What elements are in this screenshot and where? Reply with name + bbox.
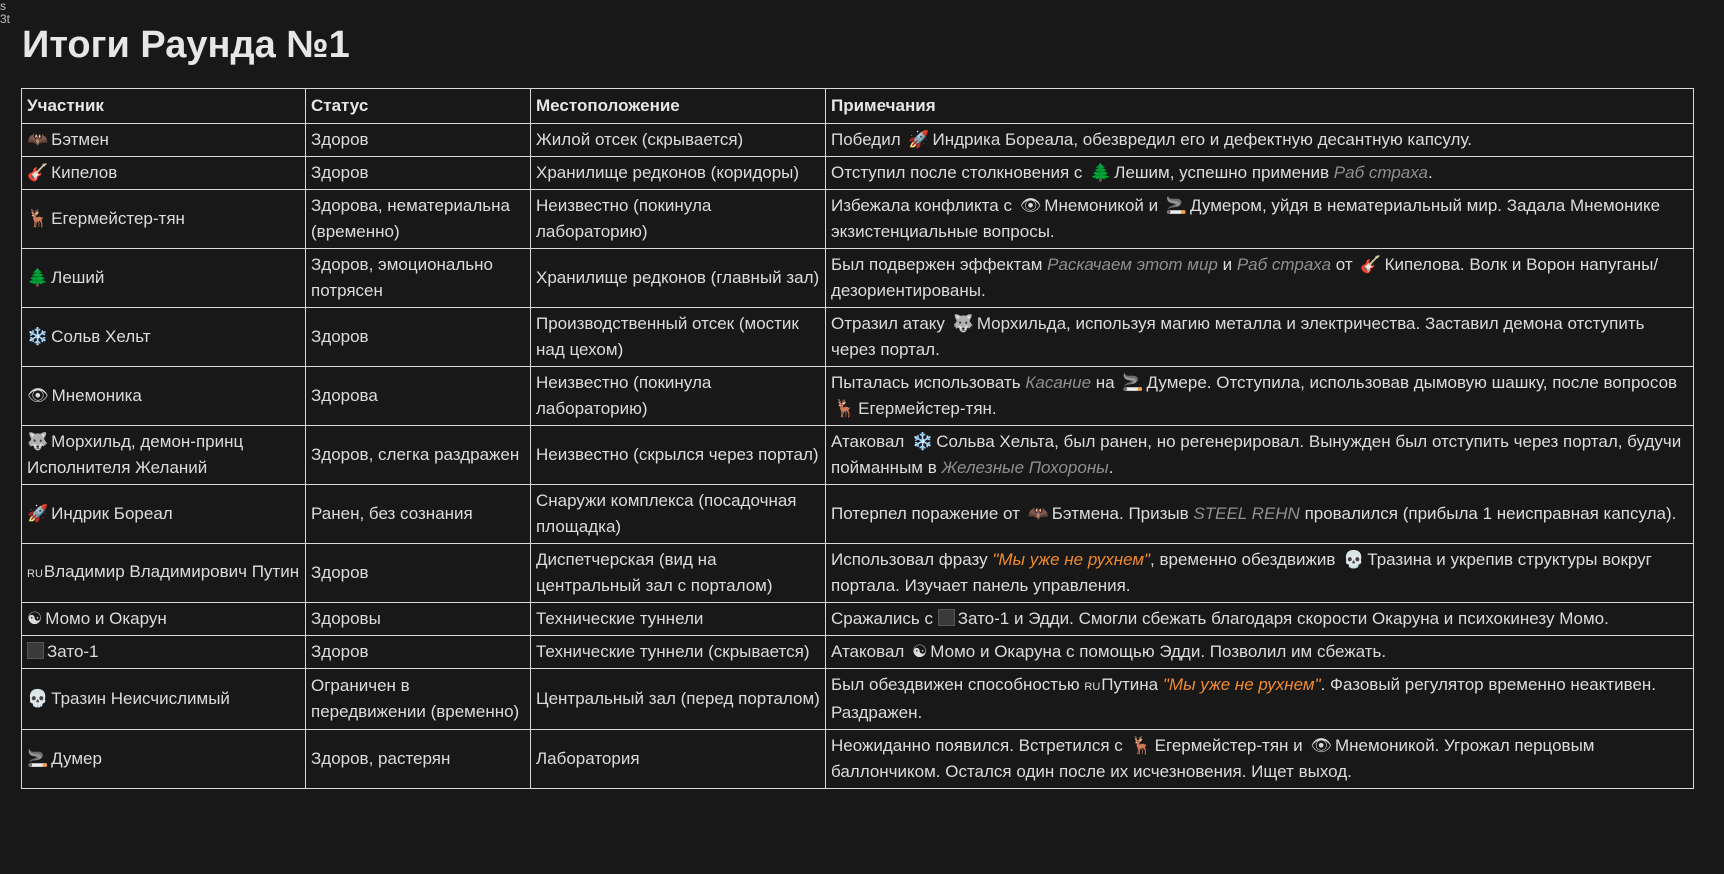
participant-icon: ❄️ <box>27 327 49 346</box>
table-row <box>22 544 1694 603</box>
participant-cell <box>22 544 306 603</box>
quote-text: "Мы уже не рухнем" <box>992 550 1151 569</box>
header-location: Местоположение <box>531 89 826 124</box>
table-row <box>22 485 1694 544</box>
participant-cell <box>22 636 306 669</box>
participant-name: Тразин Неисчислимый <box>51 689 230 708</box>
inline-participant-icon: 💀 <box>1343 550 1365 569</box>
notes-text: Лешим, успешно применив <box>1114 163 1334 182</box>
notes-text: Егермейстер-тян. <box>858 399 997 418</box>
status-cell: Здорова, нематериальна (временно) <box>306 190 531 249</box>
header-participant: Участник <box>22 89 306 124</box>
location-cell: Хранилище редконов (главный зал) <box>531 249 826 308</box>
notes-text: Индрика Бореала, обезвредил его и дефектную десантную капсулу. <box>932 130 1472 149</box>
participant-icon: 🎸 <box>27 163 49 182</box>
inline-participant-icon: 🦇 <box>1027 504 1049 523</box>
notes-cell <box>826 308 1694 367</box>
inline-participant-icon: 🦌 <box>834 399 856 418</box>
notes-cell <box>826 544 1694 603</box>
location-cell: Неизвестно (покинула лабораторию) <box>531 367 826 426</box>
status-cell: Здоров, эмоционально потрясен <box>306 249 531 308</box>
participant-cell <box>22 157 306 190</box>
notes-text: Мнемоникой. Угрожал перцовым баллончиком. Остался один после их исчезновения. Ищет выход. <box>831 736 1595 781</box>
notes-text: Был подвержен эффектам <box>831 255 1048 274</box>
notes-text: Сражались с <box>831 609 938 628</box>
participant-name: Бэтмен <box>51 130 109 149</box>
participant-cell <box>22 426 306 485</box>
participant-cell <box>22 367 306 426</box>
notes-cell <box>826 157 1694 190</box>
status-cell: Здоров, слегка раздражен <box>306 426 531 485</box>
status-cell: Здоровы <box>306 603 531 636</box>
status-cell: Здоров <box>306 308 531 367</box>
inline-participant-icon: 🚬 <box>1122 373 1144 392</box>
participant-icon: 🐺 <box>27 432 49 451</box>
status-cell: Здоров <box>306 157 531 190</box>
notes-text: Путина <box>1101 675 1163 694</box>
status-cell: Здорова <box>306 367 531 426</box>
table-row <box>22 124 1694 157</box>
notes-text: . <box>1428 163 1433 182</box>
inline-participant-icon: 🚀 <box>908 130 930 149</box>
notes-text: провалился (прибыла 1 неисправная капсула). <box>1299 504 1677 523</box>
inline-participant-icon: ☯ <box>912 642 928 661</box>
participant-cell <box>22 669 306 730</box>
participant-cell <box>22 485 306 544</box>
notes-text: Пыталась использовать <box>831 373 1026 392</box>
status-cell: Здоров <box>306 124 531 157</box>
location-cell: Технические туннели (скрывается) <box>531 636 826 669</box>
notes-text: . Фазовый регулятор временно неактивен. Раздражен. <box>831 675 1657 722</box>
inline-participant-icon: 🚬 <box>1165 196 1188 215</box>
participant-icon <box>27 642 44 659</box>
inline-participant-icon: 🌲 <box>1090 163 1112 182</box>
participant-cell <box>22 190 306 249</box>
notes-cell <box>826 603 1694 636</box>
notes-cell <box>826 249 1694 308</box>
participant-icon: 🦌 <box>27 209 49 228</box>
notes-cell <box>826 485 1694 544</box>
notes-text: Думере. Отступила, использовав дымовую шашку, после вопросов <box>1146 373 1678 392</box>
notes-text: Зато-1 и Эдди. Смогли сбежать благодаря скорости Окаруна и психокинезу Момо. <box>957 609 1609 628</box>
page-title: Итоги Раунда №1 <box>22 24 350 66</box>
participant-cell <box>22 124 306 157</box>
location-cell: Диспетчерская (вид на центральный зал с порталом) <box>531 544 826 603</box>
notes-cell <box>826 730 1694 789</box>
participant-cell <box>22 603 306 636</box>
notes-text: Сольва Хельта, был ранен, но регенерировал. Вынужден был отступить через портал, будучи пойманным в <box>831 432 1682 477</box>
results-table <box>21 88 1694 789</box>
location-cell: Технические туннели <box>531 603 826 636</box>
participant-icon: ☯ <box>27 609 43 628</box>
participant-icon: 🦇 <box>27 130 49 149</box>
participant-icon: RU <box>27 568 43 580</box>
inline-participant-icon: RU <box>1084 681 1101 693</box>
inline-participant-icon: 👁 <box>1310 736 1332 755</box>
notes-text: Кипелова. Волк и Ворон напуганы/дезориентированы. <box>831 255 1659 300</box>
ability-name: STEEL REHN <box>1193 504 1300 523</box>
participant-name: Егермейстер-тян <box>51 209 185 228</box>
status-cell: Ограничен в передвижении (временно) <box>306 669 531 730</box>
notes-cell <box>826 190 1694 249</box>
notes-text: и <box>1217 255 1237 274</box>
participant-name: Леший <box>51 268 105 287</box>
notes-text: Атаковал <box>831 642 910 661</box>
ability-name: Железные Похороны <box>941 458 1109 477</box>
table-row <box>22 367 1694 426</box>
inline-participant-icon: 🎸 <box>1360 255 1382 274</box>
table-row <box>22 669 1694 730</box>
corner-fragment: s 3t <box>0 0 11 26</box>
notes-text: Мнемоникой и <box>1044 196 1163 215</box>
participant-cell <box>22 730 306 789</box>
participant-name: Морхильд, демон-принц Исполнителя Желаний <box>27 432 244 477</box>
notes-cell <box>826 636 1694 669</box>
notes-text: . <box>1108 458 1114 477</box>
notes-text: Победил <box>831 130 906 149</box>
table-row <box>22 308 1694 367</box>
inline-participant-icon: 👁 <box>1019 196 1042 215</box>
notes-text: Егермейстер-тян и <box>1154 736 1308 755</box>
notes-cell <box>826 367 1694 426</box>
notes-text: , временно обездвижив <box>1150 550 1341 569</box>
header-status: Статус <box>306 89 531 124</box>
participant-cell <box>22 249 306 308</box>
participant-name: Мнемоника <box>51 386 142 405</box>
notes-text: Морхильда, используя магию металла и электричества. Заставил демона отступить через портал. <box>831 314 1645 359</box>
status-cell: Ранен, без сознания <box>306 485 531 544</box>
table-row <box>22 730 1694 789</box>
notes-text: Тразина и укрепив структуры вокруг портала. Изучает панель управления. <box>831 550 1652 595</box>
quote-text: "Мы уже не рухнем" <box>1162 675 1321 694</box>
ability-name: Касание <box>1025 373 1092 392</box>
status-cell: Здоров <box>306 544 531 603</box>
notes-cell <box>826 669 1694 730</box>
participant-icon: 🌲 <box>27 268 49 287</box>
status-cell: Здоров <box>306 636 531 669</box>
participant-cell <box>22 308 306 367</box>
location-cell: Неизвестно (скрылся через портал) <box>531 426 826 485</box>
participant-name: Сольв Хельт <box>51 327 151 346</box>
notes-text: Потерпел поражение от <box>831 504 1025 523</box>
notes-cell <box>826 124 1694 157</box>
location-cell: Центральный зал (перед порталом) <box>531 669 826 730</box>
notes-text: Момо и Окаруна с помощью Эдди. Позволил им сбежать. <box>930 642 1387 661</box>
notes-cell <box>826 426 1694 485</box>
participant-name: Зато-1 <box>47 642 99 661</box>
table-row <box>22 636 1694 669</box>
participant-name: Владимир Владимирович Путин <box>43 562 300 581</box>
location-cell: Снаружи комплекса (посадочная площадка) <box>531 485 826 544</box>
participant-name: Кипелов <box>51 163 118 182</box>
notes-text: на <box>1091 373 1120 392</box>
table-row <box>22 603 1694 636</box>
notes-text: Отразил атаку <box>831 314 950 333</box>
inline-participant-icon: ❄️ <box>912 432 934 451</box>
participant-name: Момо и Окарун <box>45 609 167 628</box>
location-cell: Лаборатория <box>531 730 826 789</box>
notes-text: Бэтмена. Призыв <box>1051 504 1194 523</box>
ability-name: Раб страха <box>1236 255 1332 274</box>
notes-text: Отступил после столкновения с <box>831 163 1088 182</box>
location-cell: Неизвестно (покинула лабораторию) <box>531 190 826 249</box>
table-row <box>22 249 1694 308</box>
table-row <box>22 426 1694 485</box>
participant-name: Индрик Бореал <box>51 504 173 523</box>
table-row <box>22 190 1694 249</box>
square-icon <box>938 609 955 626</box>
participant-icon: 🚬 <box>27 749 49 768</box>
table-row <box>22 157 1694 190</box>
ability-name: Раскачаем этот мир <box>1047 255 1218 274</box>
notes-text: Был обездвижен способностью <box>831 675 1085 694</box>
table-header-row <box>22 89 1694 124</box>
notes-text: Думером, уйдя в нематериальный мир. Задала Мнемонике экзистенциальные вопросы. <box>831 196 1661 241</box>
inline-participant-icon: 🦌 <box>1130 736 1152 755</box>
location-cell: Производственный отсек (мостик над цехом) <box>531 308 826 367</box>
header-notes: Примечания <box>826 89 1694 124</box>
notes-text: Избежала конфликта с <box>831 196 1017 215</box>
participant-icon: 💀 <box>27 689 49 708</box>
status-cell: Здоров, растерян <box>306 730 531 789</box>
notes-text: Использовал фразу <box>831 550 993 569</box>
location-cell: Хранилище редконов (коридоры) <box>531 157 826 190</box>
ability-name: Раб страха <box>1333 163 1429 182</box>
notes-text: Атаковал <box>831 432 910 451</box>
participant-icon: 🚀 <box>27 504 49 523</box>
notes-text: от <box>1331 255 1358 274</box>
notes-text: Неожиданно появился. Встретился с <box>831 736 1128 755</box>
location-cell: Жилой отсек (скрывается) <box>531 124 826 157</box>
inline-participant-icon: 🐺 <box>952 314 974 333</box>
participant-name: Думер <box>51 749 102 768</box>
participant-icon: 👁 <box>27 386 49 405</box>
